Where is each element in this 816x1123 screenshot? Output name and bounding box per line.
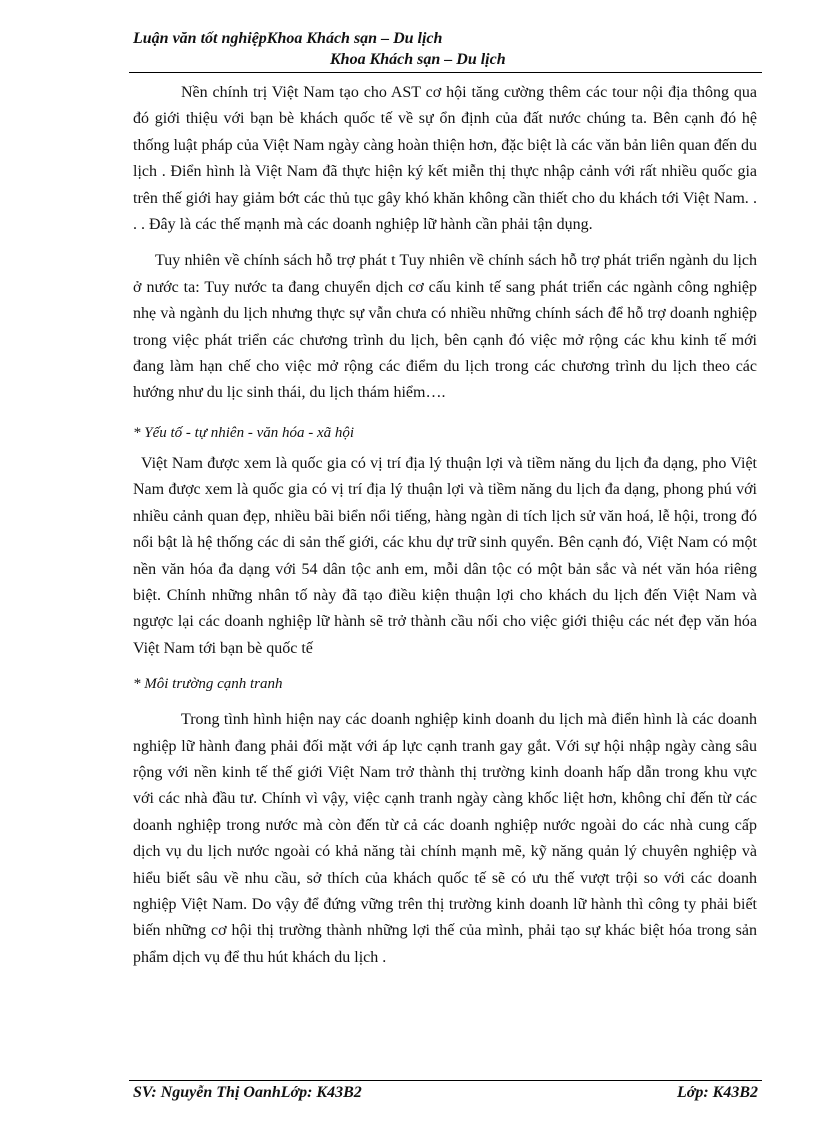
section-heading-natural-cultural: * Yếu tố - tự nhiên - văn hóa - xã hội: [133, 424, 355, 441]
header-divider: [129, 72, 762, 73]
footer-student: SV: Nguyễn Thị OanhLớp: K43B2: [133, 1084, 362, 1101]
paragraph-policy: Tuy nhiên về chính sách hỗ trợ phát t Tuy nhiên về chính sách hỗ trợ phát triển ngành du lịch ở nước ta: Tuy nước ta đang chuyển dịch cơ cấu kinh tế sang phát triển các ngành công nghiệp nhẹ và ngành du lịch nhưng thực sự vẫn chưa có nhiều những chính sách để hỗ trợ doanh nghiệp trong việc phát triển các chương trình du lịch, bên cạnh đó việc mở rộng các khu kinh tế mới đang làm hạn chế cho việc mở rộng các điểm du lịch trong các chương trình du lịch theo các hướng như du lịc sinh thái, du lịch thám hiểm….: [133, 252, 757, 402]
header-subtitle: Khoa Khách sạn – Du lịch: [330, 51, 506, 68]
header-title: Luận văn tốt nghiệpKhoa Khách sạn – Du lịch: [133, 30, 443, 47]
paragraph-political: Nền chính trị Việt Nam tạo cho AST cơ hội tăng cường thêm các tour nội địa thông qua đó giới thiệu với bạn bè khách quốc tế về sự ổn định của đất nước chúng ta. Bên cạnh đó hệ thống luật pháp của Việt Nam ngày càng hoàn thiện hơn, đặc biệt là các văn bản liên quan đến du lịch . Điển hình là Việt Nam đã thực hiện ký kết miễn thị thực nhập cảnh với rất nhiều quốc gia trên thế giới hay giảm bớt các thủ tục gây khó khăn không cần thiết cho du khách tới Việt Nam. . . . Đây là các thế mạnh mà các doanh nghiệp lữ hành cần phải tận dụng.: [133, 84, 757, 234]
section-heading-competition: * Môi trường cạnh tranh: [133, 676, 283, 693]
document-body: [133, 80, 757, 971]
paragraph-natural-cultural: Việt Nam được xem là quốc gia có vị trí địa lý thuận lợi và tiềm năng du lịch đa dạng, pho Việt Nam được xem là quốc gia có vị trí địa lý thuận lợi và tiềm năng du lịch đa dạng, phong phú với nhiều cảnh quan đẹp, nhiều bãi biển nổi tiếng, hàng ngàn di tích lịch sử văn hoá, lễ hội, trong đó nổi bật là hệ thống các di sản thế giới, các khu dự trữ sinh quyển. Bên cạnh đó, Việt Nam có một nền văn hóa đa dạng với 54 dân tộc anh em, mỗi dân tộc có một bản sắc và nét văn hóa riêng biệt. Chính những nhân tố này đã tạo điều kiện thuận lợi cho khách du lịch đến Việt Nam và ngược lại các doanh nghiệp lữ hành sẽ trở thành cầu nối cho việc giới thiệu các nét đẹp văn hóa Việt Nam tới bạn bè quốc tế: [133, 454, 757, 657]
paragraph-competition: Trong tình hình hiện nay các doanh nghiệp kinh doanh du lịch mà điển hình là các doanh nghiệp lữ hành đang phải đối mặt với áp lực cạnh tranh gay gắt. Với sự hội nhập ngày càng sâu rộng với nền kinh tế thế giới Việt Nam trở thành thị trường kinh doanh hấp dẫn trong khu vực với các nhà đầu tư. Chính vì vậy, việc cạnh tranh ngày càng khốc liệt hơn, không chỉ đến từ các doanh nghiệp trong nước mà còn đến từ cả các doanh nghiệp nước ngoài do các nhà cung cấp dịch vụ du lịch nước ngoài có khả năng tài chính mạnh mẽ, kỹ năng quản lý chuyên nghiệp và hiểu biết sâu về nhu cầu, sở thích của khách quốc tế sẽ có ưu thế vượt trội so với các doanh nghiệp Việt Nam. Do vậy để đứng vững trên thị trường kinh doanh lữ hành thì công ty phải biết biến những cơ hội thị trường thành những lợi thế của mình, phải tạo sự khác biệt hóa trong sản phẩm dịch vụ để thu hút khách du lịch .: [133, 711, 757, 966]
footer-class: Lớp: K43B2: [676, 1084, 758, 1101]
footer-divider: [129, 1080, 762, 1081]
